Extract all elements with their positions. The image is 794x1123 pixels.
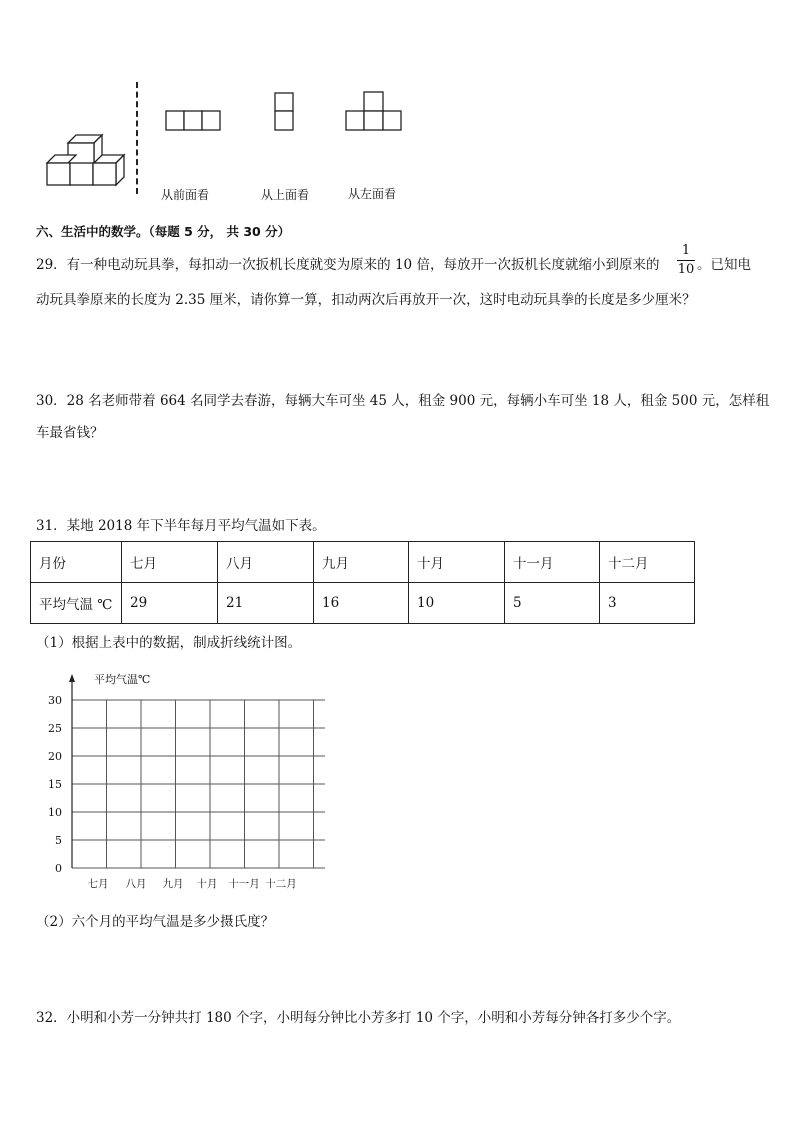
- table-cell: 10: [409, 583, 505, 624]
- q31-sub1: （1）根据上表中的数据，制成折线统计图。: [36, 635, 302, 651]
- table-cell: 十月: [409, 542, 505, 583]
- x-tick-label: 九月: [162, 878, 184, 890]
- q29-line2: 动玩具拳原来的长度为 2.35 厘米，请你算一算，扣动两次后再放开一次，这时电动玩具拳的长度是多少厘米？: [36, 292, 696, 308]
- table-row: [31, 542, 695, 583]
- top-view-shape: [274, 92, 296, 132]
- table-cell: 5: [505, 583, 600, 624]
- q32-text: 32．小明和小芳一分钟共打 180 个字，小明每分钟比小芳多打 10 个字，小明和小芳每分钟各打多少个字。: [36, 1010, 681, 1026]
- x-tick-label: 十二月: [265, 878, 297, 890]
- divider-dashed: [136, 82, 138, 194]
- q31-intro: 31．某地 2018 年下半年每月平均气温如下表。: [36, 518, 326, 534]
- y-tick-label: 15: [48, 778, 62, 791]
- left-view-shape: [345, 91, 405, 132]
- cube-figure: [40, 125, 130, 190]
- y-tick-label: 5: [55, 834, 62, 847]
- x-tick-label: 十一月: [228, 878, 260, 890]
- table-cell: 八月: [218, 542, 314, 583]
- y-axis-arrow-icon: [69, 674, 75, 682]
- front-view-shape: [165, 110, 223, 132]
- y-tick-label: 30: [48, 694, 62, 707]
- table-cell: 21: [218, 583, 314, 624]
- x-tick-label: 八月: [125, 878, 147, 890]
- table-row: [31, 583, 695, 624]
- table-cell: 九月: [314, 542, 409, 583]
- q30-line1: 30．28 名老师带着 664 名同学去春游，每辆大车可坐 45 人，租金 900 元，每辆小车可坐 18 人，租金 500 元，怎样租: [36, 393, 770, 409]
- q29-fraction: [677, 243, 695, 278]
- table-cell: 十二月: [600, 542, 695, 583]
- table-cell: 七月: [122, 542, 218, 583]
- y-tick-label: 10: [48, 806, 62, 819]
- y-tick-label: 20: [48, 750, 62, 763]
- section-heading: 六、生活中的数学。（每题 5 分， 共 30 分）: [36, 224, 291, 239]
- table-cell: 3: [600, 583, 695, 624]
- q30-line2: 车最省钱？: [36, 425, 104, 441]
- fraction-denominator: 10: [677, 262, 695, 277]
- table-cell: 16: [314, 583, 409, 624]
- y-axis-label: 平均气温℃: [94, 673, 151, 686]
- table-cell: 29: [122, 583, 218, 624]
- top-view-label: 从上面看: [261, 188, 310, 202]
- q31-sub2: （2）六个月的平均气温是多少摄氏度？: [36, 914, 275, 930]
- table-cell: 月份: [31, 542, 122, 583]
- table-cell: 十一月: [505, 542, 600, 583]
- x-tick-label: 七月: [87, 878, 109, 890]
- q29-text-before: 29．有一种电动玩具拳，每扣动一次扳机长度就变为原来的 10 倍，每放开一次扳机长度就缩小到原来的: [36, 257, 660, 273]
- q29-text-after: 。已知电: [697, 257, 751, 273]
- y-tick-label: 0: [55, 862, 62, 875]
- q29-line1: [36, 255, 659, 275]
- x-tick-label: 十月: [196, 878, 218, 890]
- temperature-table: [30, 541, 695, 624]
- y-tick-label: 25: [48, 722, 62, 735]
- left-view-label: 从左面看: [348, 187, 397, 201]
- front-view-label: 从前面看: [161, 188, 210, 202]
- fraction-numerator: 1: [681, 243, 691, 258]
- table-cell: 平均气温 ℃: [31, 583, 122, 624]
- line-chart-grid: [40, 668, 325, 898]
